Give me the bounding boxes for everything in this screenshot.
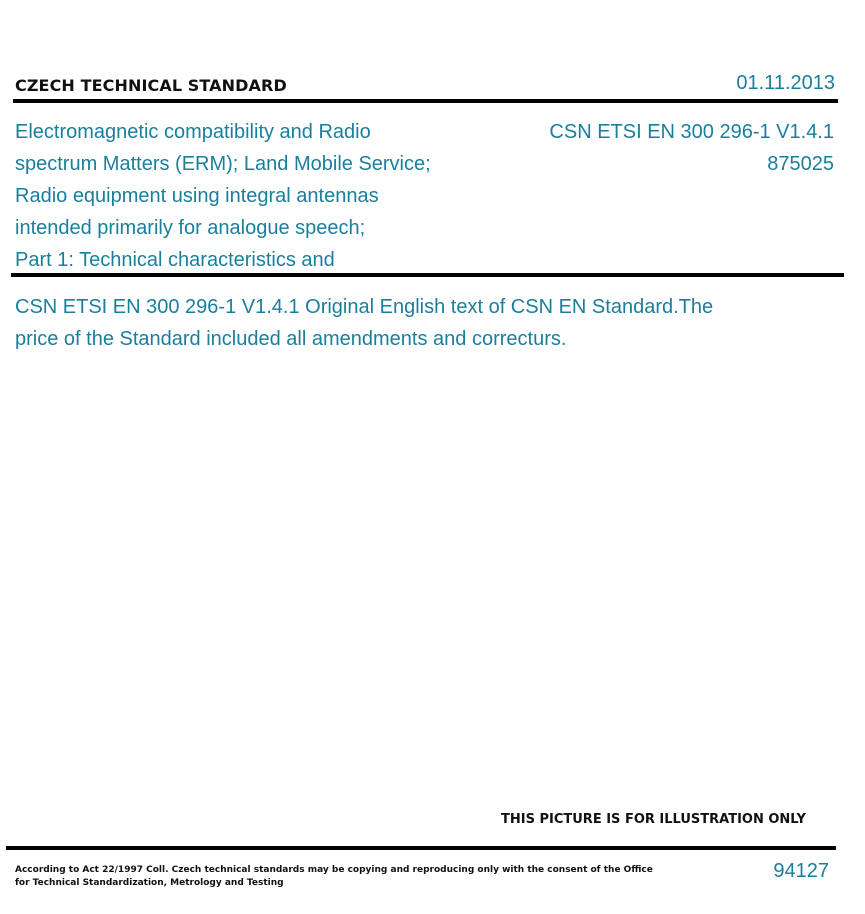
title-line: intended primarily for analogue speech; [15, 217, 366, 239]
title-line: Electromagnetic compatibility and Radio [15, 121, 371, 143]
description-line: CSN ETSI EN 300 296-1 V1.4.1 Original English text of CSN EN Standard.The [15, 296, 714, 318]
standard-number: 875025 [767, 153, 834, 175]
catalog-number: 94127 [773, 860, 829, 882]
description-line: price of the Standard included all amendments and correcturs. [15, 328, 567, 350]
header-rule [13, 99, 838, 103]
title-line: Part 1: Technical characteristics and [15, 249, 335, 271]
legal-notice [15, 864, 653, 890]
standard-title [15, 116, 505, 276]
standard-description [15, 291, 815, 355]
legal-line: for Technical Standardization, Metrology and Testing [15, 878, 284, 888]
standard-identifier [549, 116, 834, 180]
title-line: Radio equipment using integral antennas [15, 185, 379, 207]
title-rule [11, 273, 844, 277]
legal-line: According to Act 22/1997 Coll. Czech technical standards may be copying and reproducing only with the consent of the Office [15, 865, 653, 875]
standard-code: CSN ETSI EN 300 296-1 V1.4.1 [549, 121, 834, 143]
title-line: spectrum Matters (ERM); Land Mobile Service; [15, 153, 431, 175]
illustration-note: THIS PICTURE IS FOR ILLUSTRATION ONLY [501, 812, 806, 827]
document-header-label: CZECH TECHNICAL STANDARD [15, 76, 287, 95]
footer-rule [6, 846, 836, 850]
publication-date: 01.11.2013 [736, 72, 835, 94]
